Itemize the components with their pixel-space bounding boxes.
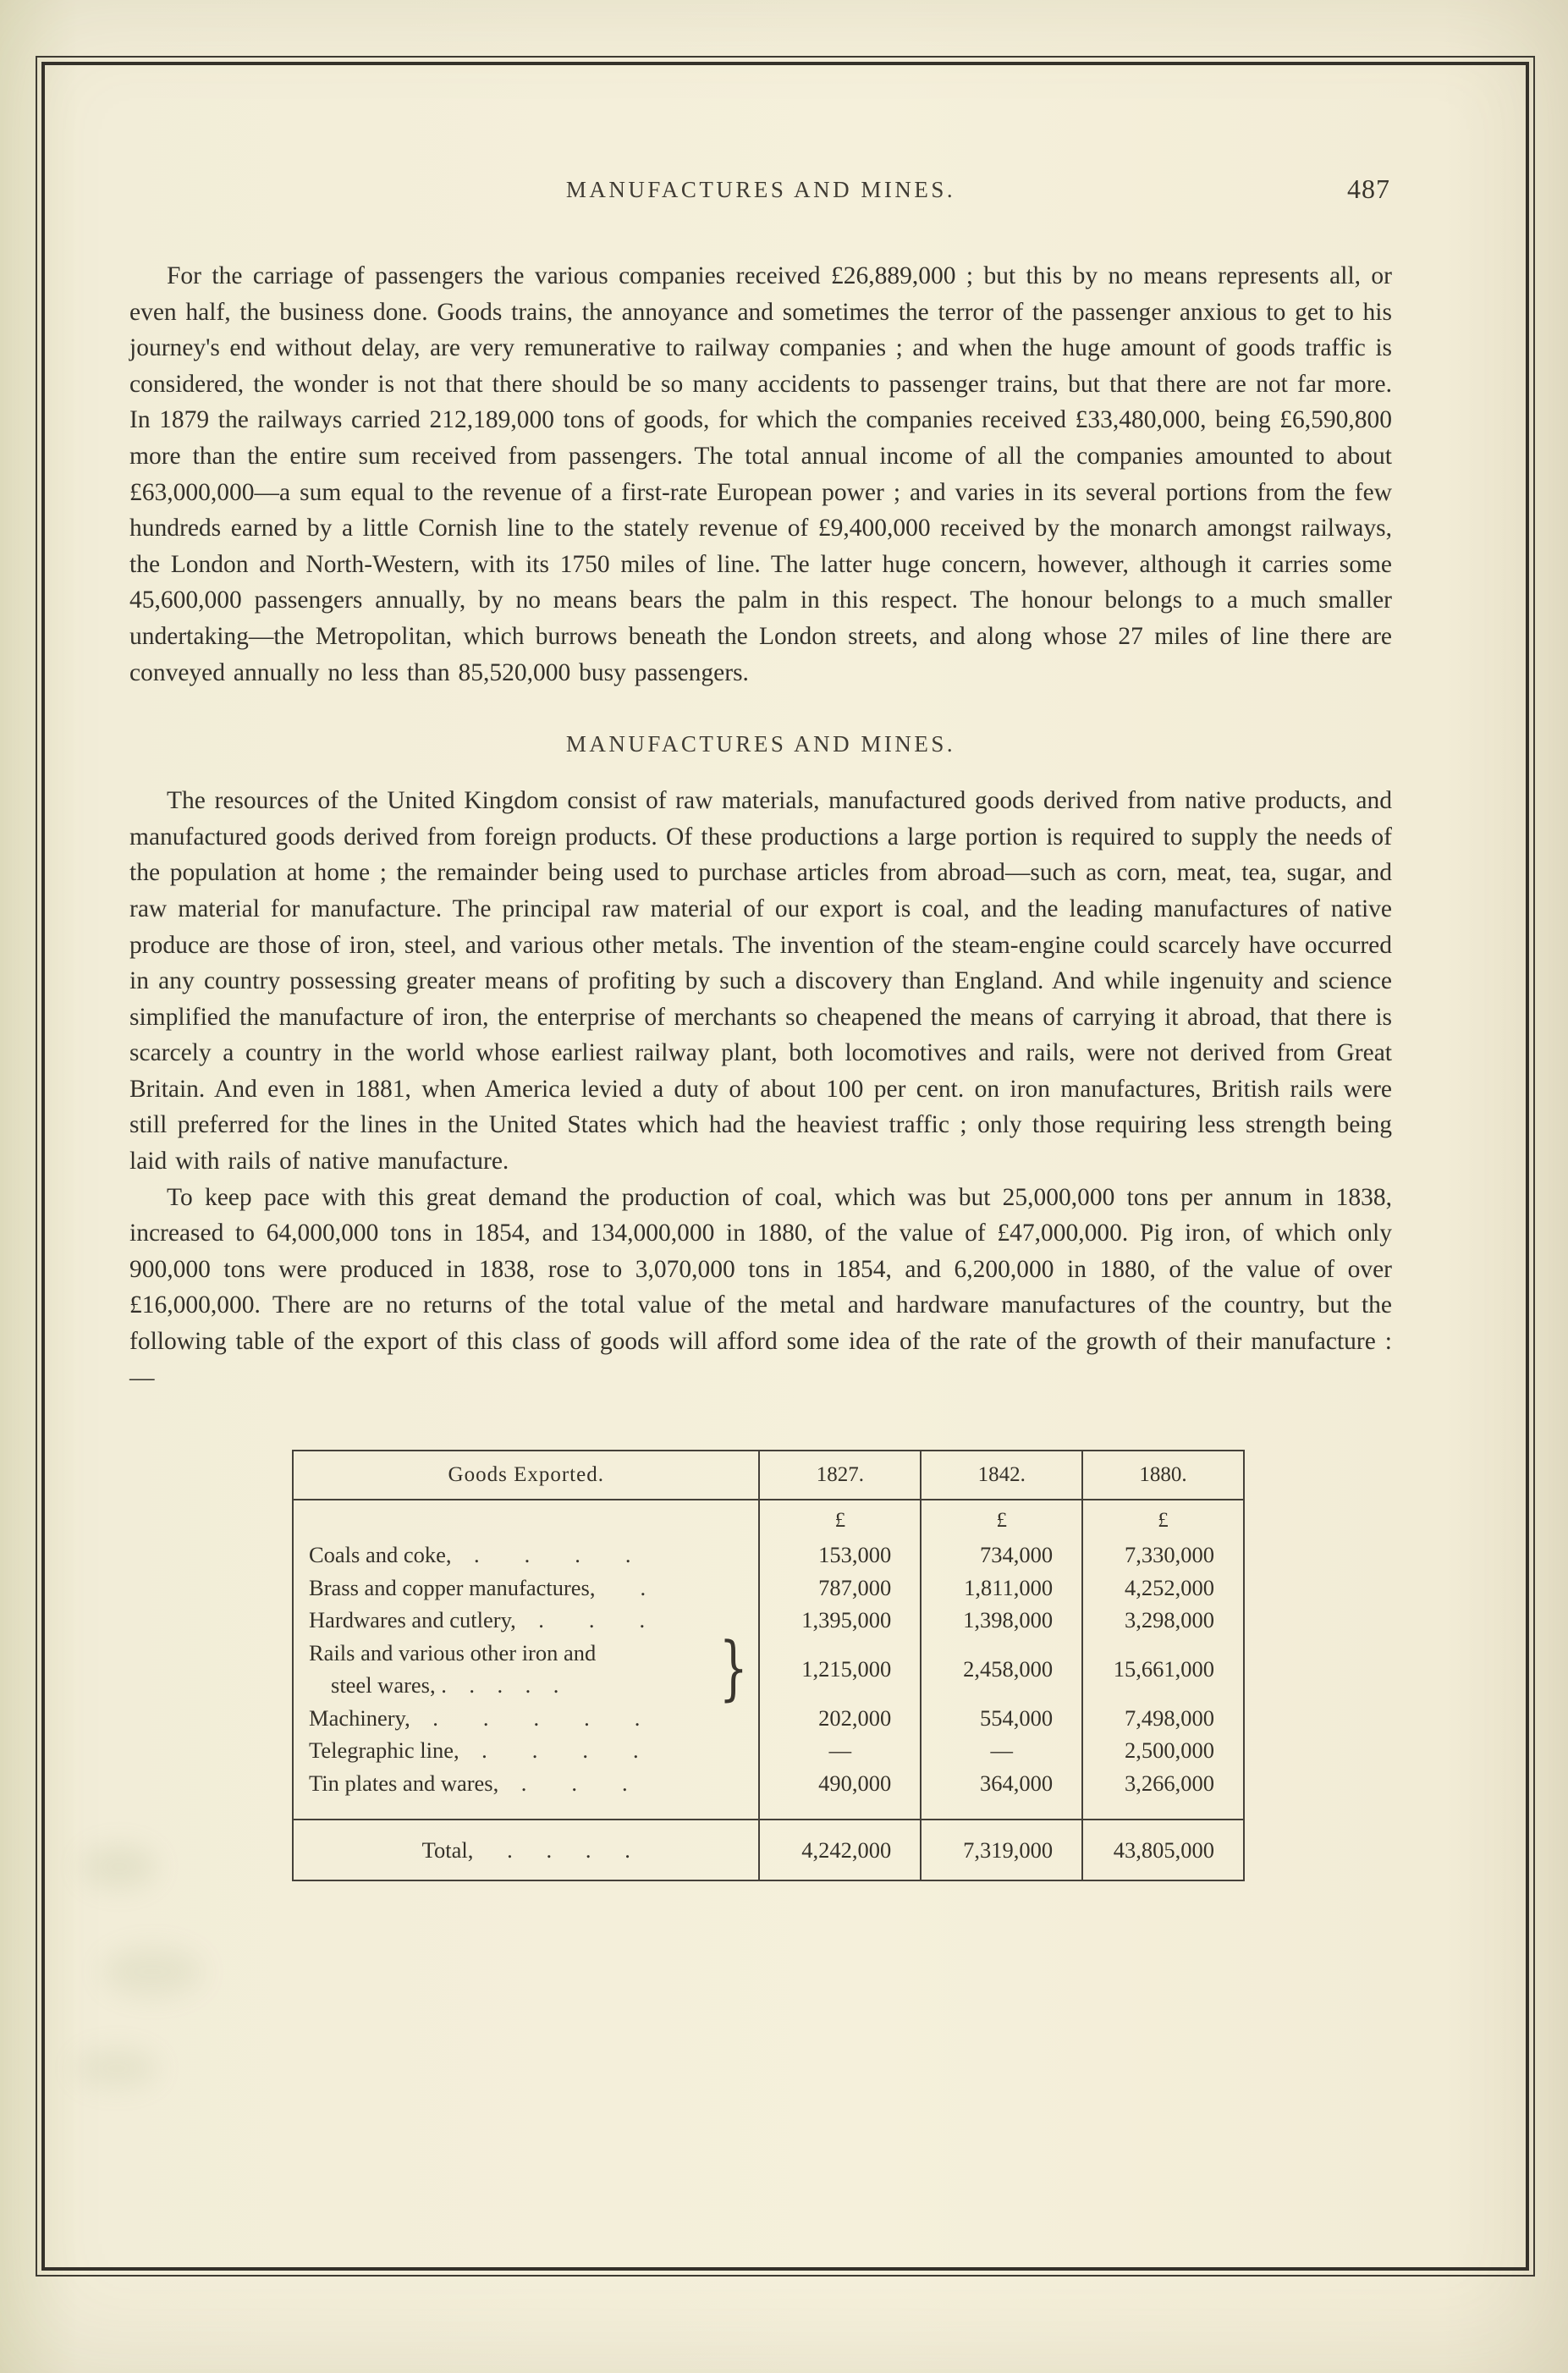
total-value-1827: 4,242,000 <box>759 1820 921 1880</box>
cell-value: 202,000 <box>759 1702 921 1735</box>
column-header-goods-exported: Goods Exported. <box>448 1463 604 1487</box>
row-label-lines <box>309 1637 711 1702</box>
table-row-machinery <box>293 1702 1244 1735</box>
total-value-1842: 7,319,000 <box>921 1820 1082 1880</box>
cell-value: 3,298,000 <box>1082 1604 1244 1637</box>
row-label: Tin plates and wares, . . . <box>309 1770 628 1796</box>
table-row-hardwares-and-cutlery <box>293 1604 1244 1637</box>
cell-value: 7,330,000 <box>1082 1539 1244 1572</box>
row-label-line-2: steel wares, . . . . . <box>331 1672 559 1699</box>
table-header-row <box>293 1451 1244 1500</box>
page-content <box>129 65 1392 1881</box>
table-row-tin-plates <box>293 1767 1244 1800</box>
two-line-label-with-brace <box>309 1628 758 1710</box>
cell-value: 1,215,000 <box>759 1637 921 1702</box>
total-value-1880: 43,805,000 <box>1082 1820 1244 1880</box>
cell-value: 2,458,000 <box>921 1637 1082 1702</box>
column-header-1842: 1842. <box>921 1451 1082 1500</box>
running-header-title: MANUFACTURES AND MINES. <box>565 177 956 202</box>
currency-symbol: £ <box>1082 1500 1244 1539</box>
goods-exported-table <box>292 1450 1245 1881</box>
cell-value: 153,000 <box>759 1539 921 1572</box>
row-label: Hardwares and cutlery, . . . <box>309 1607 646 1633</box>
brace-glyph: } <box>719 1628 749 1710</box>
cell-value: 787,000 <box>759 1572 921 1605</box>
cell-value: 2,500,000 <box>1082 1734 1244 1767</box>
currency-symbol: £ <box>759 1500 921 1539</box>
page-border-frame <box>36 56 1535 2277</box>
total-label: Total, . . . . <box>421 1836 630 1863</box>
goods-exported-table-wrap <box>292 1450 1245 1881</box>
row-label <box>293 1628 759 1710</box>
cell-value: 7,498,000 <box>1082 1702 1244 1735</box>
table-row-telegraphic-line <box>293 1734 1244 1767</box>
cell-value: 15,661,000 <box>1082 1637 1244 1702</box>
table-total-row <box>293 1820 1244 1880</box>
cell-value: 490,000 <box>759 1767 921 1800</box>
paragraph-coal-production: To keep pace with this great demand the production of coal, which was but 25,000,000 tons per annum in 1838, increased to 64,000,000 tons in 1854, and 134,000,000 in 1880, of the value of £47,000,000. Pig iron, of which only 900,000 tons were produced in 1838, rose to 3,070,000 tons in 1854, and 6,200,000 in 1880, of the value of over £16,000,000. There are no returns of the total value of the metal and hardware manufactures of the country, but the following table of the export of this class of goods will afford some idea of the rate of the growth of their manufacture :— <box>129 1183 1392 1391</box>
row-label: Telegraphic line, . . . . <box>309 1737 639 1764</box>
cell-value: 1,398,000 <box>921 1604 1082 1637</box>
currency-symbol: £ <box>921 1500 1082 1539</box>
currency-row-empty-cell <box>293 1500 759 1539</box>
column-header-1880: 1880. <box>1082 1451 1244 1500</box>
table-row-coals-and-coke <box>293 1539 1244 1572</box>
section-heading: MANUFACTURES AND MINES. <box>565 731 956 757</box>
cell-value: 1,811,000 <box>921 1572 1082 1605</box>
cell-value: 1,395,000 <box>759 1604 921 1637</box>
cell-value: 364,000 <box>921 1767 1082 1800</box>
cell-value: 734,000 <box>921 1539 1082 1572</box>
cell-value: 3,266,000 <box>1082 1767 1244 1800</box>
cell-value: — <box>759 1734 921 1767</box>
table-spacer-row <box>293 1799 1244 1820</box>
row-label: Coals and coke, . . . . <box>309 1542 631 1568</box>
cell-value: 554,000 <box>921 1702 1082 1735</box>
table-row-brass-and-copper <box>293 1572 1244 1605</box>
cell-value: — <box>921 1734 1082 1767</box>
page-number: 487 <box>1347 173 1390 204</box>
currency-row <box>293 1500 1244 1539</box>
paragraph-resources: The resources of the United Kingdom consist of raw materials, manufactured goods derived from native products, and manufactured goods derived from foreign products. Of these productions a large portion is required to supply the needs of the population at home ; the remainder being used to purchase articles from abroad—such as corn, meat, tea, sugar, and raw material for manufacture. The principal raw material of our export is coal, and the leading manufactures of native produce are those of iron, steel, and various other metals. The invention of the steam-engine could scarcely have occurred in any country possessing greater means of profiting by such a discovery than England. And while ingenuity and science simplified the manufacture of iron, the enterprise of merchants so cheapened the means of carrying it abroad, that there is scarcely a country in the world whose earliest railway plant, both locomotives and rails, were not derived from Great Britain. And even in 1881, when America levied a duty of about 100 per cent. on iron manufactures, British rails were still preferred for the lines in the United States which had the heaviest traffic ; only those requiring less strength being laid with rails of native manufacture. <box>129 787 1392 1175</box>
cell-value: 4,252,000 <box>1082 1572 1244 1605</box>
row-label-line-1: Rails and various other iron and <box>309 1639 597 1666</box>
page-border-frame-inner <box>41 62 1529 2271</box>
paragraph-passenger-carriage: For the carriage of passengers the various companies received £26,889,000 ; but this by no means represents all, or even half, the business done. Goods trains, the annoyance and sometimes the terror of the passenger anxious to get to his journey's end without delay, are very remunerative to railway companies ; and when the huge amount of goods traffic is considered, the wonder is not that there should be so many accidents to passenger trains, but that there are not far more. In 1879 the railways carried 212,189,000 tons of goods, for which the companies received £33,480,000, being £6,590,800 more than the entire sum received from passengers. The total annual income of all the companies amounted to about £63,000,000—a sum equal to the revenue of a first-rate European power ; and varies in its several portions from the few hundreds earned by a little Cornish line to the stately revenue of £9,400,000 received by the monarch amongst railways, the London and North-Western, with its 1750 miles of line. The latter huge concern, however, although it carries some 45,600,000 passengers annually, by no means bears the palm in this respect. The honour belongs to a much smaller undertaking—the Metropolitan, which burrows beneath the London streets, and along whose 27 miles of line there are conveyed annually no less than 85,520,000 busy passengers. <box>129 262 1392 686</box>
table-row-rails-and-iron <box>293 1637 1244 1702</box>
running-header <box>129 173 1392 211</box>
row-label: Brass and copper manufactures, . <box>309 1574 646 1600</box>
column-header-1827: 1827. <box>759 1451 921 1500</box>
row-label: Machinery, . . . . . <box>309 1704 641 1731</box>
